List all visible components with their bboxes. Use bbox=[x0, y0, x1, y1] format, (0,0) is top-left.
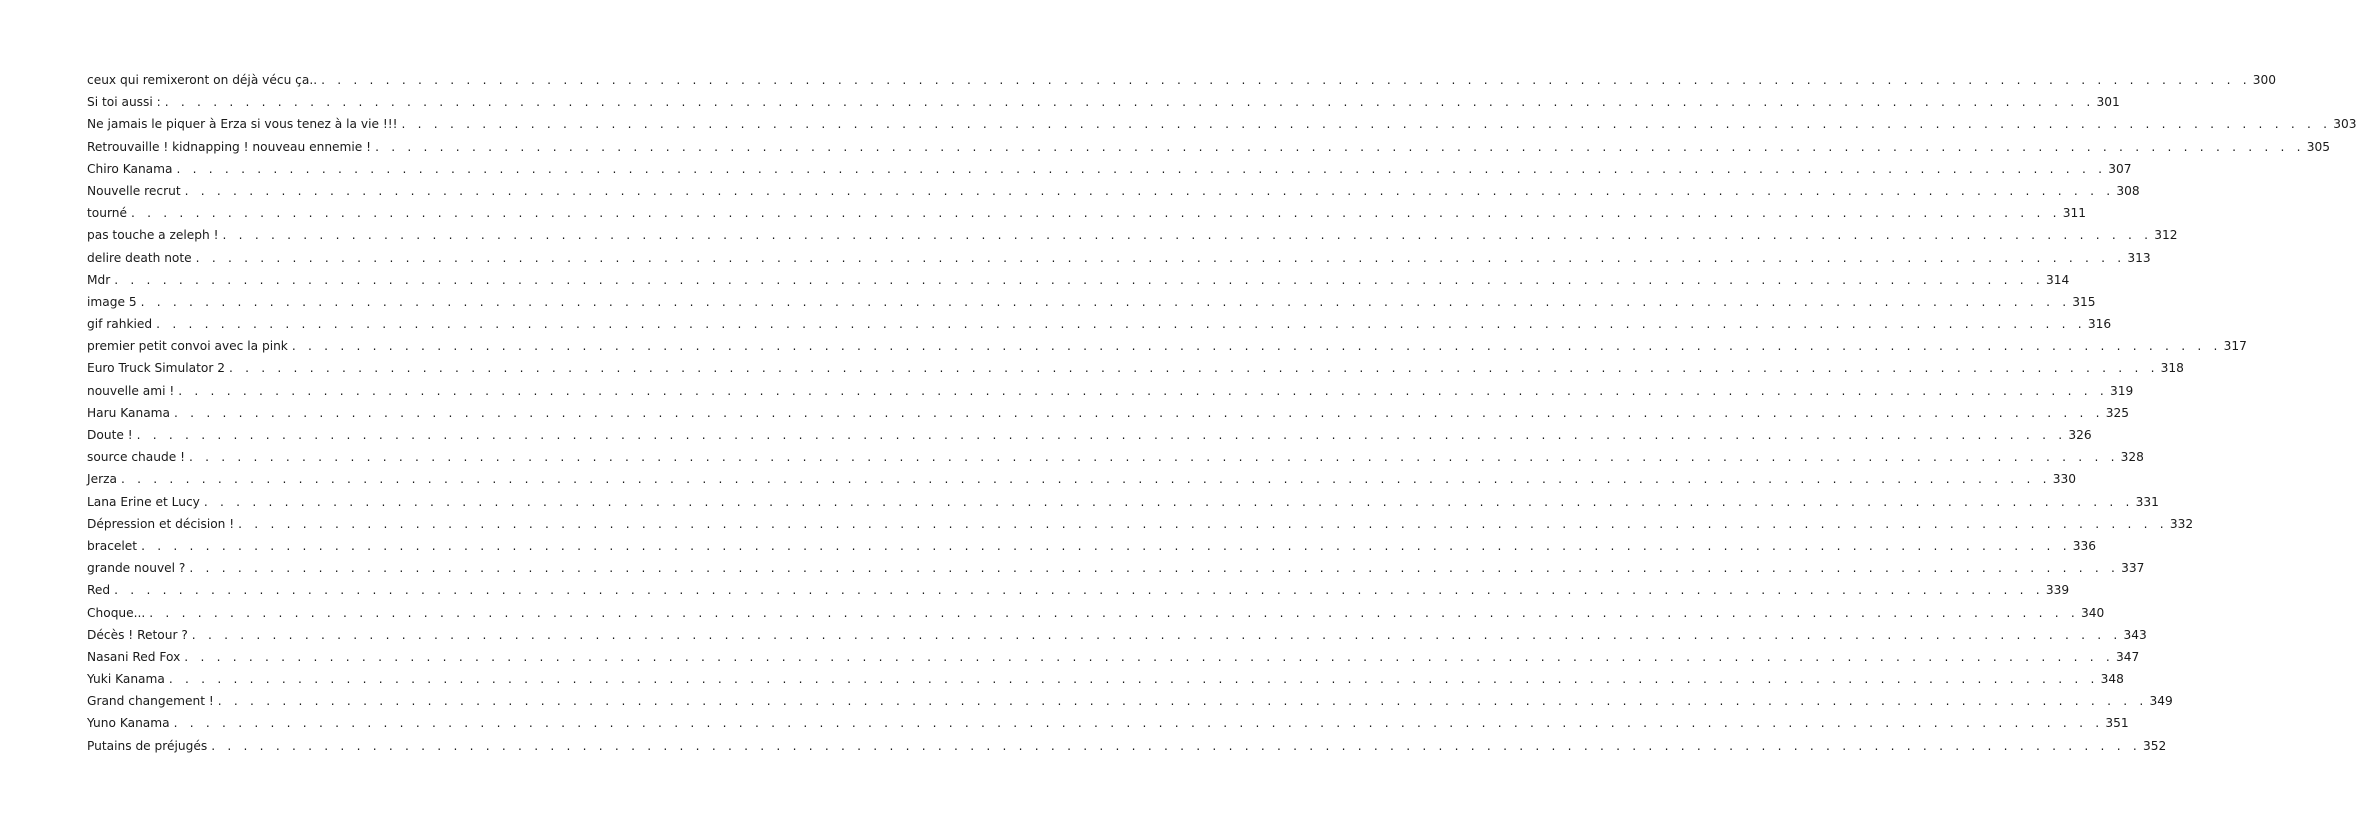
toc-entry-page-number: 337 bbox=[2121, 561, 2145, 576]
toc-entry-page-number: 326 bbox=[2068, 428, 2092, 442]
dot-leader: . . . . . . . . . . . . . . . . . . . . . . . . . . . . . . . . . . . . . . . . . . . . . . . . . . . . . . . . . . . . . . . . . . . . . . . . . . . . . . . . . . . . . . . . . . . . . . . . . . . . . . . . . . . . . . . . . . . . . . . . bbox=[141, 538, 2071, 553]
dot-leader: . . . . . . . . . . . . . . . . . . . . . . . . . . . . . . . . . . . . . . . . . . . . . . . . . . . . . . . . . . . . . . . . . . . . . . . . . . . . . . . . . . . . . . . . . . . . . . . . . . . . . . . . . . . . . . . . . . . . . . . . bbox=[149, 605, 2079, 620]
dot-leader: . . . . . . . . . . . . . . . . . . . . . . . . . . . . . . . . . . . . . . . . . . . . . . . . . . . . . . . . . . . . . . . . . . . . . . . . . . . . . . . . . . . . . . . . . . . . . . . . . . . . . . . . . . . . . . . . . . . . . . . . bbox=[195, 250, 2126, 265]
toc-entry-page-number: 319 bbox=[2109, 383, 2134, 398]
toc-entry-title: Décès ! Retour ? bbox=[87, 627, 188, 642]
toc-entry-page-number: 336 bbox=[2072, 538, 2097, 553]
toc-entry-page-number: 330 bbox=[2052, 472, 2076, 487]
toc-entry-title: Jerza bbox=[87, 472, 117, 487]
toc-entry-title: Euro Truck Simulator 2 bbox=[87, 361, 225, 376]
toc-entry-page-number: 328 bbox=[2120, 450, 2144, 465]
toc-entry-page-number: 300 bbox=[2252, 73, 2277, 87]
toc-entry[interactable] bbox=[87, 136, 2331, 158]
toc-entry-title: Mdr bbox=[87, 272, 111, 287]
toc-entry-page-number: 308 bbox=[2116, 183, 2140, 198]
dot-leader: . . . . . . . . . . . . . . . . . . . . . . . . . . . . . . . . . . . . . . . . . . . . . . . . . . . . . . . . . . . . . . . . . . . . . . . . . . . . . . . . . . . . . . . . . . . . . . . . . . . . . . . . . . . . . . . . . . . . . . . . bbox=[191, 627, 2122, 642]
toc-entry[interactable] bbox=[87, 335, 2247, 357]
toc-entry[interactable] bbox=[87, 668, 2124, 690]
toc-entry[interactable] bbox=[87, 712, 2129, 734]
dot-leader: . . . . . . . . . . . . . . . . . . . . . . . . . . . . . . . . . . . . . . . . . . . . . . . . . . . . . . . . . . . . . . . . . . . . . . . . . . . . . . . . . . . . . . . . . . . . . . . . . . . . . . . . . . . . . . . . . . . . . . . . bbox=[164, 95, 2095, 110]
toc-entry-title: nouvelle ami ! bbox=[87, 383, 175, 398]
toc-entry[interactable] bbox=[87, 690, 2173, 712]
toc-entry-page-number: 348 bbox=[2100, 672, 2124, 687]
toc-entry-title: pas touche a zeleph ! bbox=[87, 228, 219, 243]
toc-entry-title: Grand changement ! bbox=[87, 694, 214, 709]
dot-leader: . . . . . . . . . . . . . . . . . . . . . . . . . . . . . . . . . . . . . . . . . . . . . . . . . . . . . . . . . . . . . . . . . . . . . . . . . . . . . . . . . . . . . . . . . . . . . . . . . . . . . . . . . . . . . . . . . . . . . . . . bbox=[217, 694, 2148, 709]
toc-entry[interactable] bbox=[87, 468, 2076, 490]
toc-entry[interactable] bbox=[87, 579, 2070, 601]
toc-entry[interactable] bbox=[87, 291, 2096, 313]
toc-entry-page-number: 351 bbox=[2105, 716, 2129, 731]
dot-leader: . . . . . . . . . . . . . . . . . . . . . . . . . . . . . . . . . . . . . . . . . . . . . . . . . . . . . . . . . . . . . . . . . . . . . . . . . . . . . . . . . . . . . . . . . . . . . . . . . . . . . . . . . . . . . . . . . . . . . . . . bbox=[184, 649, 2114, 664]
dot-leader: . . . . . . . . . . . . . . . . . . . . . . . . . . . . . . . . . . . . . . . . . . . . . . . . . . . . . . . . . . . . . . . . . . . . . . . . . . . . . . . . . . . . . . . . . . . . . . . . . . . . . . . . . . . . . . . . . . . . . . . . bbox=[188, 450, 2119, 465]
dot-leader: . . . . . . . . . . . . . . . . . . . . . . . . . . . . . . . . . . . . . . . . . . . . . . . . . . . . . . . . . . . . . . . . . . . . . . . . . . . . . . . . . . . . . . . . . . . . . . . . . . . . . . . . . . . . . . . . . . . . . . . . bbox=[222, 228, 2153, 243]
dot-leader: . . . . . . . . . . . . . . . . . . . . . . . . . . . . . . . . . . . . . . . . . . . . . . . . . . . . . . . . . . . . . . . . . . . . . . . . . . . . . . . . . . . . . . . . . . . . . . . . . . . . . . . . . . . . . . . . . . . . . . . . bbox=[228, 361, 2159, 376]
toc-entry[interactable] bbox=[87, 402, 2129, 424]
dot-leader: . . . . . . . . . . . . . . . . . . . . . . . . . . . . . . . . . . . . . . . . . . . . . . . . . . . . . . . . . . . . . . . . . . . . . . . . . . . . . . . . . . . . . . . . . . . . . . . . . . . . . . . . . . . . . . . . . . . . . . . . bbox=[114, 272, 2044, 287]
toc-entry-page-number: 305 bbox=[2306, 139, 2331, 154]
dot-leader: . . . . . . . . . . . . . . . . . . . . . . . . . . . . . . . . . . . . . . . . . . . . . . . . . . . . . . . . . . . . . . . . . . . . . . . . . . . . . . . . . . . . . . . . . . . . . . . . . . . . . . . . . . . . . . . . . . . . . . . . bbox=[291, 339, 2222, 354]
toc-entry[interactable] bbox=[87, 69, 2277, 91]
toc-entry[interactable] bbox=[87, 602, 2105, 624]
toc-entry-title: Putains de préjugés bbox=[87, 738, 208, 753]
dot-leader: . . . . . . . . . . . . . . . . . . . . . . . . . . . . . . . . . . . . . . . . . . . . . . . . . . . . . . . . . . . . . . . . . . . . . . . . . . . . . . . . . . . . . . . . . . . . . . . . . . . . . . . . . . . . . . . . . . . . . . . . bbox=[168, 672, 2099, 687]
toc-entry[interactable] bbox=[87, 735, 2167, 757]
toc-entry-page-number: 301 bbox=[2096, 95, 2120, 110]
dot-leader: . . . . . . . . . . . . . . . . . . . . . . . . . . . . . . . . . . . . . . . . . . . . . . . . . . . . . . . . . . . . . . . . . . . . . . . . . . . . . . . . . . . . . . . . . . . . . . . . . . . . . . . . . . . . . . . . . . . . . . . . bbox=[321, 73, 2251, 87]
dot-leader: . . . . . . . . . . . . . . . . . . . . . . . . . . . . . . . . . . . . . . . . . . . . . . . . . . . . . . . . . . . . . . . . . . . . . . . . . . . . . . . . . . . . . . . . . . . . . . . . . . . . . . . . . . . . . . . . . . . . . . . . bbox=[120, 472, 2051, 487]
toc-entry-page-number: 347 bbox=[2116, 649, 2140, 664]
toc-entry-page-number: 311 bbox=[2062, 206, 2086, 221]
toc-entry-title: Doute ! bbox=[87, 428, 133, 442]
toc-entry-page-number: 317 bbox=[2223, 339, 2247, 354]
toc-entry-page-number: 307 bbox=[2108, 161, 2132, 176]
toc-entry[interactable] bbox=[87, 513, 2194, 535]
dot-leader: . . . . . . . . . . . . . . . . . . . . . . . . . . . . . . . . . . . . . . . . . . . . . . . . . . . . . . . . . . . . . . . . . . . . . . . . . . . . . . . . . . . . . . . . . . . . . . . . . . . . . . . . . . . . . . . . . . . . . . . . bbox=[203, 494, 2134, 509]
toc-entry[interactable] bbox=[87, 557, 2145, 579]
toc-entry-title: source chaude ! bbox=[87, 450, 185, 465]
toc-entry-page-number: 303 bbox=[2333, 117, 2356, 132]
dot-leader: . . . . . . . . . . . . . . . . . . . . . . . . . . . . . . . . . . . . . . . . . . . . . . . . . . . . . . . . . . . . . . . . . . . . . . . . . . . . . . . . . . . . . . . . . . . . . . . . . . . . . . . . . . . . . . . . . . . . . . . . bbox=[136, 428, 2067, 442]
toc-entry-title: Lana Erine et Lucy bbox=[87, 494, 200, 509]
toc-entry[interactable] bbox=[87, 180, 2140, 202]
toc-entry-page-number: 314 bbox=[2045, 272, 2070, 287]
toc-entry[interactable] bbox=[87, 624, 2147, 646]
toc-entry-title: ceux qui remixeront on déjà vécu ça.. bbox=[87, 73, 318, 87]
toc-entry[interactable] bbox=[87, 224, 2178, 246]
toc-entry[interactable] bbox=[87, 158, 2132, 180]
toc-entry-page-number: 315 bbox=[2072, 294, 2096, 309]
dot-leader: . . . . . . . . . . . . . . . . . . . . . . . . . . . . . . . . . . . . . . . . . . . . . . . . . . . . . . . . . . . . . . . . . . . . . . . . . . . . . . . . . . . . . . . . . . . . . . . . . . . . . . . . . . . . . . . . . . . . . . . . bbox=[184, 183, 2115, 198]
toc-entry-title: image 5 bbox=[87, 294, 137, 309]
dot-leader: . . . . . . . . . . . . . . . . . . . . . . . . . . . . . . . . . . . . . . . . . . . . . . . . . . . . . . . . . . . . . . . . . . . . . . . . . . . . . . . . . . . . . . . . . . . . . . . . . . . . . . . . . . . . . . . . . . . . . . . . bbox=[156, 317, 2086, 332]
dot-leader: . . . . . . . . . . . . . . . . . . . . . . . . . . . . . . . . . . . . . . . . . . . . . . . . . . . . . . . . . . . . . . . . . . . . . . . . . . . . . . . . . . . . . . . . . . . . . . . . . . . . . . . . . . . . . . . . . . . . . . . . bbox=[238, 516, 2168, 531]
toc-entry-title: Retrouvaille ! kidnapping ! nouveau ennemie ! bbox=[87, 139, 372, 154]
toc-entry-title: delire death note bbox=[87, 250, 192, 265]
dot-leader: . . . . . . . . . . . . . . . . . . . . . . . . . . . . . . . . . . . . . . . . . . . . . . . . . . . . . . . . . . . . . . . . . . . . . . . . . . . . . . . . . . . . . . . . . . . . . . . . . . . . . . . . . . . . . . . . . . . . . . . . bbox=[178, 383, 2108, 398]
toc-entry-page-number: 312 bbox=[2154, 228, 2178, 243]
toc-entry-title: Si toi aussi : bbox=[87, 95, 161, 110]
toc-entry-title: Dépression et décision ! bbox=[87, 516, 235, 531]
toc-entry-title: Red bbox=[87, 583, 111, 598]
toc-entry-title: Nasani Red Fox bbox=[87, 649, 181, 664]
toc-entry[interactable] bbox=[87, 247, 2151, 269]
toc-entry-page-number: 331 bbox=[2135, 494, 2159, 509]
toc-entry[interactable] bbox=[87, 535, 2097, 557]
dot-leader: . . . . . . . . . . . . . . . . . . . . . . . . . . . . . . . . . . . . . . . . . . . . . . . . . . . . . . . . . . . . . . . . . . . . . . . . . . . . . . . . . . . . . . . . . . . . . . . . . . . . . . . . . . . . . . . . . . . . . . . . bbox=[189, 561, 2120, 576]
dot-leader: . . . . . . . . . . . . . . . . . . . . . . . . . . . . . . . . . . . . . . . . . . . . . . . . . . . . . . . . . . . . . . . . . . . . . . . . . . . . . . . . . . . . . . . . . . . . . . . . . . . . . . . . . . . . . . . . . . . . . . . . bbox=[211, 738, 2141, 753]
dot-leader: . . . . . . . . . . . . . . . . . . . . . . . . . . . . . . . . . . . . . . . . . . . . . . . . . . . . . . . . . . . . . . . . . . . . . . . . . . . . . . . . . . . . . . . . . . . . . . . . . . . . . . . . . . . . . . . . . . . . . . . . bbox=[130, 206, 2061, 221]
dot-leader: . . . . . . . . . . . . . . . . . . . . . . . . . . . . . . . . . . . . . . . . . . . . . . . . . . . . . . . . . . . . . . . . . . . . . . . . . . . . . . . . . . . . . . . . . . . . . . . . . . . . . . . . . . . . . . . . . . . . . . . . bbox=[140, 294, 2071, 309]
toc-entry[interactable] bbox=[87, 357, 2184, 379]
dot-leader: . . . . . . . . . . . . . . . . . . . . . . . . . . . . . . . . . . . . . . . . . . . . . . . . . . . . . . . . . . . . . . . . . . . . . . . . . . . . . . . . . . . . . . . . . . . . . . . . . . . . . . . . . . . . . . . . . . . . . . . . bbox=[173, 716, 2104, 731]
toc-entry[interactable] bbox=[87, 424, 2092, 446]
dot-leader: . . . . . . . . . . . . . . . . . . . . . . . . . . . . . . . . . . . . . . . . . . . . . . . . . . . . . . . . . . . . . . . . . . . . . . . . . . . . . . . . . . . . . . . . . . . . . . . . . . . . . . . . . . . . . . . . . . . . . . . . bbox=[176, 161, 2107, 176]
toc-entry[interactable] bbox=[87, 269, 2070, 291]
toc-entry-title: Choque... bbox=[87, 605, 146, 620]
table-of-contents bbox=[87, 69, 2356, 757]
toc-entry-title: Yuno Kanama bbox=[87, 716, 170, 731]
toc-entry[interactable] bbox=[87, 646, 2140, 668]
toc-entry-title: premier petit convoi avec la pink bbox=[87, 339, 288, 354]
toc-entry[interactable] bbox=[87, 446, 2144, 468]
toc-entry-page-number: 313 bbox=[2127, 250, 2151, 265]
dot-leader: . . . . . . . . . . . . . . . . . . . . . . . . . . . . . . . . . . . . . . . . . . . . . . . . . . . . . . . . . . . . . . . . . . . . . . . . . . . . . . . . . . . . . . . . . . . . . . . . . . . . . . . . . . . . . . . . . . . . . . . . bbox=[174, 405, 2104, 420]
toc-entry[interactable] bbox=[87, 113, 2356, 135]
toc-entry-title: Chiro Kanama bbox=[87, 161, 173, 176]
toc-entry-page-number: 318 bbox=[2160, 361, 2184, 376]
toc-entry-title: gif rahkied bbox=[87, 317, 153, 332]
toc-entry[interactable] bbox=[87, 380, 2134, 402]
toc-entry-title: Ne jamais le piquer à Erza si vous tenez à la vie !!! bbox=[87, 117, 398, 132]
toc-entry-page-number: 349 bbox=[2149, 694, 2173, 709]
toc-entry-page-number: 352 bbox=[2142, 738, 2167, 753]
dot-leader: . . . . . . . . . . . . . . . . . . . . . . . . . . . . . . . . . . . . . . . . . . . . . . . . . . . . . . . . . . . . . . . . . . . . . . . . . . . . . . . . . . . . . . . . . . . . . . . . . . . . . . . . . . . . . . . . . . . . . . . . bbox=[375, 139, 2305, 154]
toc-entry[interactable] bbox=[87, 202, 2086, 224]
toc-entry-page-number: 339 bbox=[2045, 583, 2070, 598]
toc-entry-page-number: 340 bbox=[2080, 605, 2105, 620]
toc-entry-page-number: 325 bbox=[2105, 405, 2129, 420]
toc-entry[interactable] bbox=[87, 491, 2159, 513]
toc-entry-title: Nouvelle recrut bbox=[87, 183, 181, 198]
toc-entry-title: grande nouvel ? bbox=[87, 561, 186, 576]
toc-entry-page-number: 332 bbox=[2169, 516, 2194, 531]
dot-leader: . . . . . . . . . . . . . . . . . . . . . . . . . . . . . . . . . . . . . . . . . . . . . . . . . . . . . . . . . . . . . . . . . . . . . . . . . . . . . . . . . . . . . . . . . . . . . . . . . . . . . . . . . . . . . . . . . . . . . . . . bbox=[401, 117, 2332, 132]
toc-entry[interactable] bbox=[87, 91, 2120, 113]
toc-entry-page-number: 343 bbox=[2123, 627, 2147, 642]
toc-entry-title: bracelet bbox=[87, 538, 138, 553]
dot-leader: . . . . . . . . . . . . . . . . . . . . . . . . . . . . . . . . . . . . . . . . . . . . . . . . . . . . . . . . . . . . . . . . . . . . . . . . . . . . . . . . . . . . . . . . . . . . . . . . . . . . . . . . . . . . . . . . . . . . . . . . bbox=[114, 583, 2044, 598]
toc-entry-title: tourné bbox=[87, 206, 127, 221]
toc-entry[interactable] bbox=[87, 313, 2112, 335]
toc-entry-title: Yuki Kanama bbox=[87, 672, 165, 687]
toc-entry-title: Haru Kanama bbox=[87, 405, 171, 420]
toc-entry-page-number: 316 bbox=[2087, 317, 2112, 332]
